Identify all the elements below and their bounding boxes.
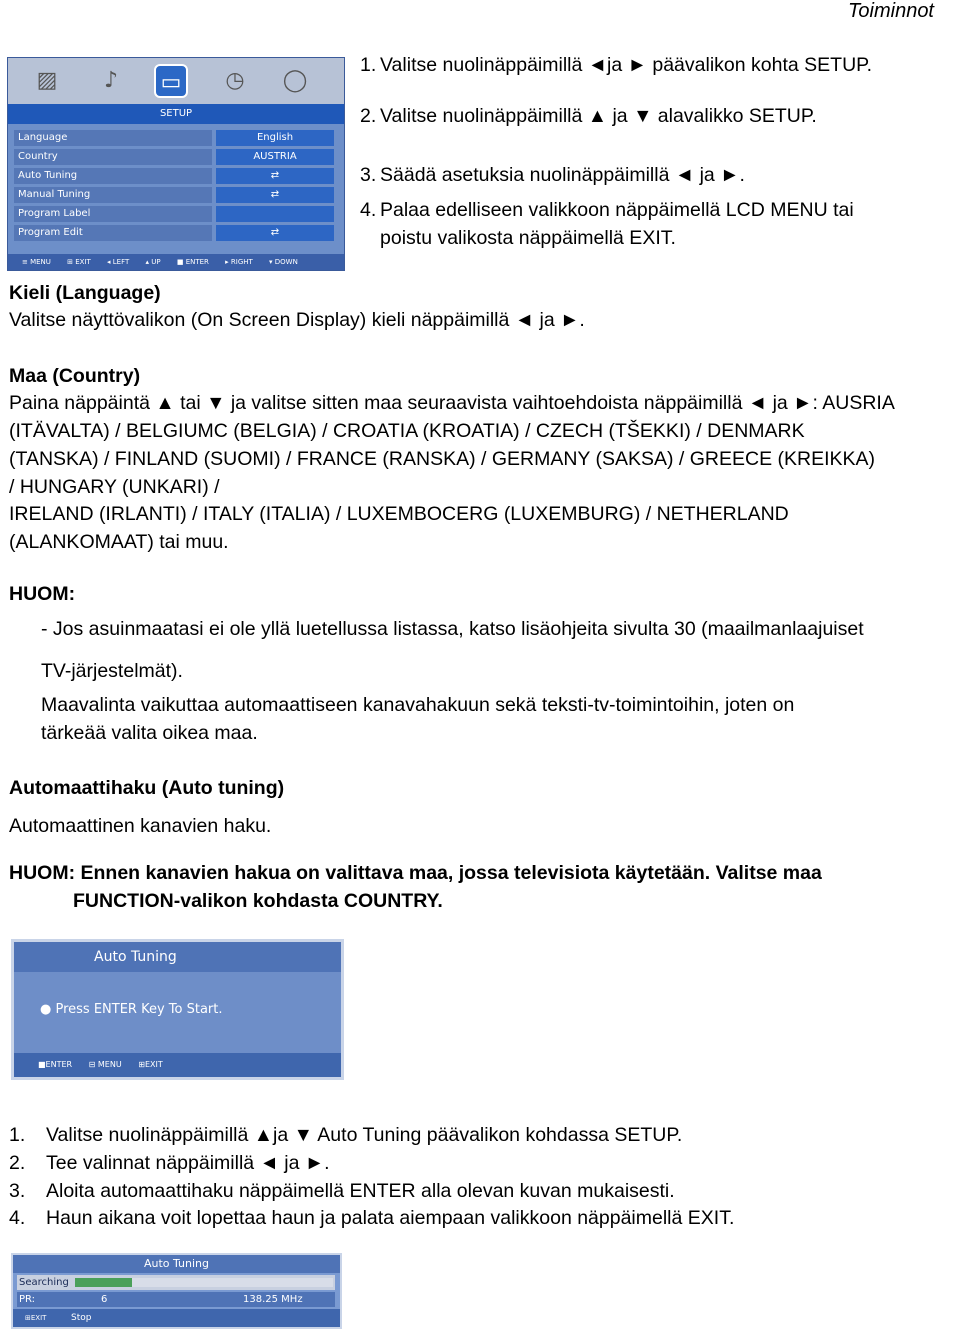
country-line: Paina näppäintä ▲ tai ▼ ja valitse sitten maa seuraavista vaihtoehdoista näppäimillä ◄ ja ►: AUSRIA bbox=[9, 392, 895, 414]
footer-key-enter: ■ ENTER bbox=[176, 258, 209, 266]
setup-menu-screenshot bbox=[7, 57, 345, 271]
search-progress-bar bbox=[75, 1278, 333, 1287]
note-text: - Jos asuinmaatasi ei ole yllä luetellussa listassa, katso lisäohjeita sivulta 30 (maailmanlaajuiset bbox=[41, 618, 864, 640]
footer-key-exit: ⊞ EXIT bbox=[67, 258, 91, 266]
row-value: English bbox=[216, 130, 334, 146]
pr-value: 6 bbox=[101, 1294, 108, 1305]
list-item bbox=[9, 1150, 949, 1178]
step-text: Valitse nuolinäppäimillä ▲ ja ▼ alavalikko SETUP. bbox=[380, 105, 817, 127]
section-header: Toiminnot bbox=[848, 0, 934, 22]
autotuning-heading: Automaattihaku (Auto tuning) bbox=[9, 777, 285, 799]
search-progress-row bbox=[17, 1275, 335, 1290]
row-label: Manual Tuning bbox=[14, 187, 212, 203]
footer-key-menu: ≡ MENU bbox=[22, 258, 51, 266]
menu-row-program-edit bbox=[14, 225, 338, 241]
screen-footer bbox=[14, 1053, 341, 1077]
row-value: ⇄ bbox=[216, 187, 334, 203]
step-number: 1. bbox=[360, 54, 377, 76]
menu-row-program-label bbox=[14, 206, 338, 222]
row-label: Auto Tuning bbox=[14, 168, 212, 184]
menu-row-manual-tuning bbox=[14, 187, 338, 203]
menu-footer bbox=[8, 254, 344, 270]
language-text: Valitse näyttövalikon (On Screen Display) kieli näppäimillä ◄ ja ►. bbox=[9, 309, 585, 331]
step-text-continued: poistu valikosta näppäimellä EXIT. bbox=[380, 227, 676, 249]
frequency-value: 138.25 MHz bbox=[243, 1294, 303, 1305]
step-text: Haun aikana voit lopettaa haun ja palata aiempaan valikkoon näppäimellä EXIT. bbox=[46, 1207, 735, 1229]
screen-footer bbox=[13, 1309, 340, 1327]
screen-message: ● Press ENTER Key To Start. bbox=[40, 1002, 223, 1017]
footer-key-exit: ⊞EXIT bbox=[138, 1060, 163, 1069]
step-number: 4. bbox=[9, 1207, 26, 1229]
step-item bbox=[360, 102, 950, 130]
time-icon: ◷ bbox=[225, 68, 245, 93]
row-value bbox=[216, 206, 334, 222]
step-number: 3. bbox=[9, 1180, 26, 1202]
country-line: (ALANKOMAAT) tai muu. bbox=[9, 531, 229, 553]
menu-row-language bbox=[14, 130, 338, 146]
autotuning-text: Automaattinen kanavien haku. bbox=[9, 815, 272, 837]
note-text: TV-järjestelmät). bbox=[41, 660, 183, 682]
step-text: Tee valinnat näppäimillä ◄ ja ►. bbox=[46, 1152, 330, 1174]
footer-key-exit: ⊞EXIT bbox=[25, 1314, 47, 1322]
step-text: Palaa edelliseen valikkoon näppäimellä LCD MENU tai bbox=[380, 199, 854, 221]
note-text: tärkeää valita oikea maa. bbox=[41, 722, 258, 744]
country-line: (TANSKA) / FINLAND (SUOMI) / FRANCE (RANSKA) / GERMANY (SAKSA) / GREECE (KREIKKA) bbox=[9, 448, 876, 470]
footer-key-enter: ■ENTER bbox=[38, 1060, 73, 1069]
step-item bbox=[360, 161, 950, 189]
autotuning-note-continued: FUNCTION-valikon kohdasta COUNTRY. bbox=[73, 890, 443, 912]
sound-icon: ♪ bbox=[103, 68, 119, 93]
step-number: 2. bbox=[9, 1152, 26, 1174]
search-label: Searching bbox=[19, 1277, 69, 1288]
step-text: Aloita automaattihaku näppäimellä ENTER alla olevan kuvan mukaisesti. bbox=[46, 1180, 675, 1202]
menu-row-auto-tuning bbox=[14, 168, 338, 184]
screen-title: Auto Tuning bbox=[13, 1255, 340, 1273]
autotune-start-screenshot bbox=[11, 939, 344, 1080]
row-label: Language bbox=[14, 130, 212, 146]
footer-key-menu: ⊟ MENU bbox=[88, 1060, 122, 1069]
country-heading: Maa (Country) bbox=[9, 365, 141, 387]
language-heading: Kieli (Language) bbox=[9, 282, 161, 304]
country-line: IRELAND (IRLANTI) / ITALY (ITALIA) / LUXEMBOCERG (LUXEMBURG) / NETHERLAND bbox=[9, 503, 789, 525]
row-label: Program Edit bbox=[14, 225, 212, 241]
footer-key-down: ▾ DOWN bbox=[269, 258, 298, 266]
menu-title: SETUP bbox=[8, 104, 344, 124]
autotune-searching-screenshot bbox=[11, 1253, 342, 1329]
search-progress-fill bbox=[75, 1278, 132, 1287]
step-item bbox=[360, 51, 950, 79]
program-row bbox=[17, 1292, 335, 1307]
option-icon: ◯ bbox=[282, 68, 308, 93]
row-label: Program Label bbox=[14, 206, 212, 222]
note-text: Maavalinta vaikuttaa automaattiseen kanavahakuun sekä teksti-tv-toimintoihin, joten on bbox=[41, 694, 795, 716]
step-text: Säädä asetuksia nuolinäppäimillä ◄ ja ►. bbox=[380, 164, 745, 186]
step-number: 4. bbox=[360, 199, 377, 221]
footer-key-left: ◂ LEFT bbox=[107, 258, 130, 266]
country-line: (ITÄVALTA) / BELGIUMC (BELGIA) / CROATIA (KROATIA) / CZECH (TŠEKKI) / DENMARK bbox=[9, 420, 805, 442]
step-item bbox=[360, 196, 950, 252]
country-line: / HUNGARY (UNKARI) / bbox=[9, 476, 220, 498]
step-number: 2. bbox=[360, 105, 377, 127]
picture-icon: ▨ bbox=[36, 68, 58, 93]
row-label: Country bbox=[14, 149, 212, 165]
row-value: AUSTRIA bbox=[216, 149, 334, 165]
step-number: 3. bbox=[360, 164, 377, 186]
menu-row-country bbox=[14, 149, 338, 165]
row-value: ⇄ bbox=[216, 225, 334, 241]
list-item bbox=[9, 1122, 949, 1150]
step-text: Valitse nuolinäppäimillä ◄ja ► päävalikon kohta SETUP. bbox=[380, 54, 873, 76]
screen-title: Auto Tuning bbox=[14, 942, 341, 972]
pr-label: PR: bbox=[19, 1294, 36, 1305]
footer-key-right: ▸ RIGHT bbox=[225, 258, 253, 266]
footer-stop-label: Stop bbox=[71, 1313, 92, 1323]
step-text: Valitse nuolinäppäimillä ▲ja ▼ Auto Tuning päävalikon kohdassa SETUP. bbox=[46, 1124, 683, 1146]
menu-icon-bar bbox=[8, 58, 344, 104]
list-item bbox=[9, 1178, 949, 1206]
row-value: ⇄ bbox=[216, 168, 334, 184]
autotuning-note: HUOM: Ennen kanavien hakua on valittava maa, jossa televisiota käytetään. Valitse maa bbox=[9, 862, 822, 884]
list-item bbox=[9, 1205, 949, 1233]
tv-setup-icon: ▭ bbox=[154, 64, 188, 98]
step-number: 1. bbox=[9, 1124, 26, 1146]
footer-key-up: ▴ UP bbox=[145, 258, 161, 266]
note-heading: HUOM: bbox=[9, 583, 76, 605]
